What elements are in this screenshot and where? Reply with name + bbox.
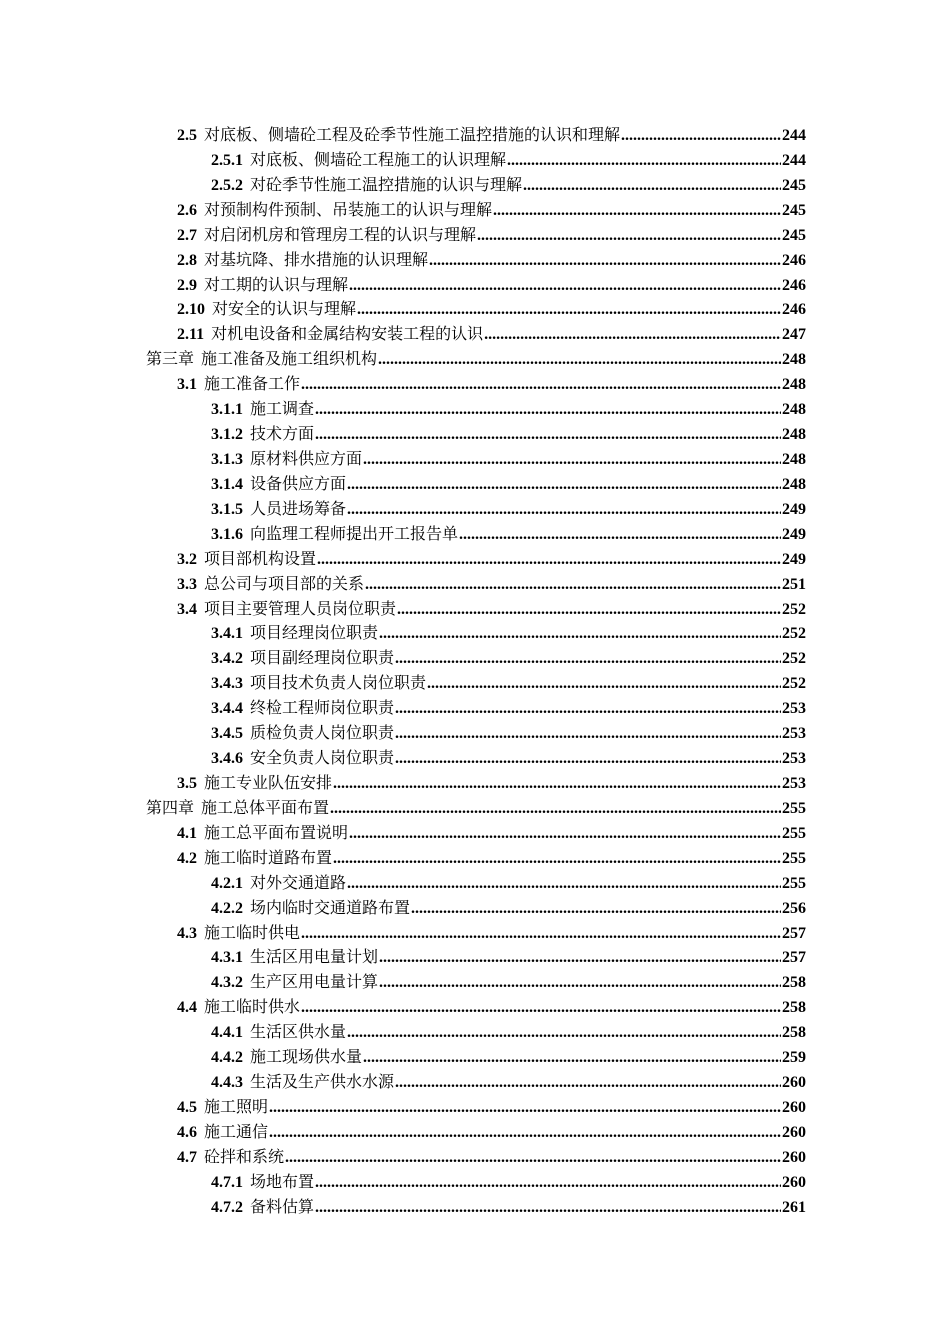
toc-entry-row	[146, 347, 806, 373]
toc-dot-leader	[301, 996, 781, 1021]
toc-entry-page-number: 245	[782, 226, 806, 244]
toc-entry-page-number: 257	[782, 924, 806, 942]
toc-entry-page-number: 260	[782, 1173, 806, 1191]
toc-entry-number: 3.1.1	[211, 401, 243, 419]
toc-entry-number: 4.2.1	[211, 874, 243, 892]
toc-entry-page-number: 256	[782, 899, 806, 917]
toc-entry-page-number: 249	[782, 500, 806, 518]
toc-entry[interactable]	[0, 746, 950, 771]
toc-entry-page-number: 260	[782, 1123, 806, 1141]
toc-dot-leader	[493, 199, 781, 224]
toc-entry-number: 2.10	[177, 301, 205, 319]
toc-entry-page-number: 244	[782, 151, 806, 169]
toc-entry-row	[177, 1095, 806, 1121]
toc-entry[interactable]	[0, 846, 950, 871]
toc-entry-title: 施工现场供水量	[250, 1047, 363, 1067]
toc-entry-row	[177, 223, 806, 249]
toc-entry[interactable]	[0, 1145, 950, 1170]
toc-entry-number: 第四章	[146, 797, 195, 817]
toc-entry-page-number: 255	[782, 874, 806, 892]
toc-dot-leader	[621, 124, 781, 149]
toc-dot-leader	[395, 697, 781, 722]
toc-dot-leader	[347, 1021, 781, 1046]
toc-entry[interactable]	[0, 796, 950, 821]
toc-entry[interactable]	[0, 123, 950, 148]
toc-entry-row	[177, 273, 806, 299]
toc-entry-row	[177, 921, 806, 947]
toc-entry-row	[211, 621, 806, 647]
toc-entry-row	[211, 646, 806, 672]
toc-dot-leader	[347, 498, 781, 523]
toc-entry-row	[177, 597, 806, 623]
toc-entry-title: 项目副经理岗位职责	[250, 648, 395, 668]
toc-entry-page-number: 261	[782, 1198, 806, 1216]
toc-entry-title: 对砼季节性施工温控措施的认识与理解	[250, 174, 523, 194]
toc-entry-title: 项目主要管理人员岗位职责	[204, 598, 397, 618]
toc-dot-leader	[395, 722, 781, 747]
toc-entry-title: 对启闭机房和管理房工程的认识与理解	[204, 224, 477, 244]
toc-entry-row	[211, 945, 806, 971]
toc-dot-leader	[333, 772, 781, 797]
toc-entry-page-number: 248	[782, 450, 806, 468]
toc-entry-page-number: 259	[782, 1049, 806, 1067]
toc-dot-leader	[523, 174, 781, 199]
toc-entry-number: 4.6	[177, 1123, 197, 1141]
toc-entry-page-number: 244	[782, 127, 806, 144]
toc-entry-row	[177, 198, 806, 224]
toc-entry-row	[211, 671, 806, 697]
toc-dot-leader	[330, 797, 781, 822]
toc-entry-page-number: 252	[782, 625, 806, 643]
toc-entry-number: 3.4.4	[211, 700, 243, 718]
toc-entry[interactable]	[0, 597, 950, 622]
toc-entry[interactable]	[0, 1070, 950, 1095]
toc-entry-row	[211, 1170, 806, 1196]
toc-entry[interactable]	[0, 671, 950, 696]
toc-dot-leader	[285, 1146, 781, 1171]
toc-entry[interactable]	[0, 297, 950, 322]
toc-dot-leader	[507, 149, 781, 174]
toc-dot-leader	[484, 323, 781, 348]
toc-entry-number: 3.1.5	[211, 500, 243, 518]
toc-dot-leader	[397, 598, 781, 623]
toc-entry-number: 2.6	[177, 201, 197, 219]
toc-entry[interactable]	[0, 273, 950, 298]
toc-entry-row	[211, 970, 806, 996]
toc-entry-number: 3.1.2	[211, 426, 243, 444]
toc-entry[interactable]	[0, 921, 950, 946]
toc-dot-leader	[357, 298, 781, 323]
toc-entry-number: 4.4	[177, 999, 197, 1017]
toc-entry-page-number: 255	[782, 849, 806, 867]
toc-entry-title: 备料估算	[250, 1196, 315, 1216]
toc-entry-row	[211, 422, 806, 448]
toc-entry-title: 施工临时供电	[204, 922, 301, 942]
toc-entry-title: 生活及生产供水水源	[250, 1072, 395, 1092]
toc-entry[interactable]	[0, 1170, 950, 1195]
toc-dot-leader	[395, 747, 781, 772]
toc-entry-page-number: 251	[782, 575, 806, 593]
toc-entry-title: 向监理工程师提出开工报告单	[250, 523, 459, 543]
table-of-contents	[0, 123, 950, 1220]
toc-entry-title: 对机电设备和金属结构安装工程的认识	[211, 324, 484, 344]
toc-entry-page-number: 248	[782, 401, 806, 419]
toc-entry-number: 2.5.2	[211, 176, 243, 194]
toc-entry-row	[211, 1195, 806, 1221]
toc-entry-number: 4.4.3	[211, 1074, 243, 1092]
toc-entry-number: 2.5	[177, 127, 197, 144]
toc-entry-number: 2.9	[177, 276, 197, 294]
toc-entry-number: 3.1.4	[211, 475, 243, 493]
toc-entry-title: 质检负责人岗位职责	[250, 723, 395, 743]
toc-entry-number: 4.4.1	[211, 1024, 243, 1042]
toc-entry-page-number: 255	[782, 824, 806, 842]
toc-dot-leader	[349, 822, 781, 847]
toc-entry[interactable]	[0, 322, 950, 347]
toc-entry-number: 3.4.6	[211, 750, 243, 768]
toc-entry-page-number: 258	[782, 999, 806, 1017]
toc-entry-row	[211, 1070, 806, 1096]
toc-entry-title: 人员进场筹备	[250, 498, 347, 518]
toc-entry-row	[211, 447, 806, 473]
toc-entry-title: 原材料供应方面	[250, 448, 363, 468]
toc-entry-number: 4.2	[177, 849, 197, 867]
toc-entry-row	[211, 746, 806, 772]
toc-entry-title: 对预制构件预制、吊装施工的认识与理解	[204, 199, 493, 219]
toc-entry-number: 3.5	[177, 774, 197, 792]
toc-entry[interactable]	[0, 248, 950, 273]
toc-dot-leader	[459, 523, 781, 548]
toc-entry-title: 对外交通道路	[250, 872, 347, 892]
toc-dot-leader	[363, 448, 781, 473]
toc-entry-number: 4.3.1	[211, 949, 243, 967]
toc-entry[interactable]	[0, 696, 950, 721]
toc-entry-page-number: 253	[782, 700, 806, 718]
toc-entry-page-number: 258	[782, 974, 806, 992]
toc-entry-number: 2.11	[177, 326, 205, 344]
toc-entry-title: 施工准备及施工组织机构	[201, 349, 378, 369]
toc-entry-number: 第三章	[146, 349, 195, 369]
toc-entry-page-number: 258	[782, 1024, 806, 1042]
toc-dot-leader	[269, 1096, 781, 1121]
toc-entry-number: 3.4.1	[211, 625, 243, 643]
toc-entry-page-number: 257	[782, 949, 806, 967]
toc-dot-leader	[301, 922, 781, 947]
toc-entry-page-number: 246	[782, 251, 806, 269]
toc-dot-leader	[347, 872, 781, 897]
toc-entry-row	[177, 1120, 806, 1146]
toc-entry-number: 3.1.6	[211, 525, 243, 543]
toc-entry-row	[177, 372, 806, 398]
toc-entry[interactable]	[0, 148, 950, 173]
toc-entry-title: 对安全的认识与理解	[212, 299, 357, 319]
toc-dot-leader	[379, 946, 781, 971]
toc-dot-leader	[315, 1196, 781, 1221]
toc-entry[interactable]	[0, 472, 950, 497]
toc-entry-page-number: 253	[782, 750, 806, 768]
toc-entry[interactable]	[0, 871, 950, 896]
toc-entry-title: 场内临时交通道路布置	[250, 897, 411, 917]
toc-entry-number: 4.3.2	[211, 974, 243, 992]
toc-entry-title: 安全负责人岗位职责	[250, 748, 395, 768]
toc-entry-title: 生活区供水量	[250, 1022, 347, 1042]
toc-entry[interactable]	[0, 995, 950, 1020]
toc-entry-title: 砼拌和系统	[204, 1146, 285, 1166]
toc-entry-title: 施工专业队伍安排	[204, 772, 333, 792]
toc-entry[interactable]	[0, 771, 950, 796]
toc-dot-leader	[315, 423, 781, 448]
toc-entry-number: 4.7	[177, 1148, 197, 1166]
toc-entry[interactable]	[0, 1195, 950, 1220]
toc-entry-row	[177, 248, 806, 274]
toc-entry[interactable]	[0, 223, 950, 248]
toc-entry-number: 3.4.3	[211, 675, 243, 693]
toc-entry-number: 3.1	[177, 376, 197, 394]
toc-entry-number: 4.7.2	[211, 1198, 243, 1216]
toc-entry-row	[177, 322, 806, 348]
toc-entry-row	[211, 173, 806, 199]
toc-entry-row	[211, 871, 806, 897]
toc-entry-row	[211, 522, 806, 548]
toc-dot-leader	[315, 398, 781, 423]
toc-entry[interactable]	[0, 945, 950, 970]
toc-dot-leader	[429, 249, 781, 274]
toc-entry-title: 施工总体平面布置	[201, 797, 330, 817]
toc-dot-leader	[379, 971, 781, 996]
toc-entry-number: 4.7.1	[211, 1173, 243, 1191]
toc-entry-page-number: 248	[782, 351, 806, 369]
toc-entry[interactable]	[0, 1120, 950, 1145]
toc-entry-page-number: 249	[782, 550, 806, 568]
toc-entry-page-number: 252	[782, 650, 806, 668]
toc-dot-leader	[395, 1071, 781, 1096]
toc-entry-row	[177, 771, 806, 797]
toc-entry[interactable]	[0, 821, 950, 846]
toc-entry[interactable]	[0, 422, 950, 447]
toc-entry-number: 4.4.2	[211, 1049, 243, 1067]
toc-entry-page-number: 246	[782, 301, 806, 319]
toc-entry-title: 对底板、侧墙砼工程及砼季节性施工温控措施的认识和理解	[204, 125, 621, 144]
toc-entry-number: 2.5.1	[211, 151, 243, 169]
toc-entry-title: 终检工程师岗位职责	[250, 698, 395, 718]
toc-entry-page-number: 248	[782, 475, 806, 493]
toc-entry-row	[177, 547, 806, 573]
toc-entry[interactable]	[0, 198, 950, 223]
toc-entry-page-number: 246	[782, 276, 806, 294]
toc-entry[interactable]	[0, 447, 950, 472]
toc-entry-title: 施工临时道路布置	[204, 847, 333, 867]
toc-entry-row	[211, 1045, 806, 1071]
toc-entry-title: 施工通信	[204, 1121, 269, 1141]
toc-entry-number: 3.4.5	[211, 725, 243, 743]
toc-entry-row	[177, 123, 806, 149]
toc-dot-leader	[477, 224, 781, 249]
toc-entry[interactable]	[0, 970, 950, 995]
toc-entry-page-number: 260	[782, 1098, 806, 1116]
toc-entry-page-number: 252	[782, 600, 806, 618]
toc-entry[interactable]	[0, 347, 950, 372]
toc-entry-row	[211, 696, 806, 722]
toc-dot-leader	[395, 647, 781, 672]
toc-entry[interactable]	[0, 1020, 950, 1045]
toc-entry-title: 项目部机构设置	[204, 548, 317, 568]
toc-dot-leader	[301, 373, 781, 398]
toc-dot-leader	[379, 622, 781, 647]
toc-entry-title: 设备供应方面	[250, 473, 347, 493]
toc-entry-title: 生活区用电量计划	[250, 947, 379, 967]
toc-entry[interactable]	[0, 896, 950, 921]
toc-entry-title: 对工期的认识与理解	[204, 274, 349, 294]
toc-entry[interactable]	[0, 1095, 950, 1120]
toc-entry-number: 4.3	[177, 924, 197, 942]
toc-entry-number: 3.2	[177, 550, 197, 568]
toc-entry[interactable]	[0, 572, 950, 597]
toc-entry[interactable]	[0, 397, 950, 422]
toc-dot-leader	[378, 348, 781, 373]
toc-entry-row	[146, 796, 806, 822]
toc-dot-leader	[333, 847, 781, 872]
toc-entry-number: 4.2.2	[211, 899, 243, 917]
toc-entry-number: 3.1.3	[211, 450, 243, 468]
toc-entry-row	[211, 721, 806, 747]
toc-entry-title: 施工照明	[204, 1096, 269, 1116]
toc-entry-row	[177, 572, 806, 598]
toc-dot-leader	[365, 573, 781, 598]
toc-entry-row	[211, 397, 806, 423]
toc-entry[interactable]	[0, 372, 950, 397]
toc-entry-number: 2.7	[177, 226, 197, 244]
toc-entry-page-number: 260	[782, 1074, 806, 1092]
toc-dot-leader	[349, 274, 781, 299]
toc-entry-page-number: 255	[782, 799, 806, 817]
toc-entry-title: 生产区用电量计算	[250, 972, 379, 992]
toc-entry-page-number: 247	[782, 326, 806, 344]
toc-entry-row	[177, 821, 806, 847]
toc-entry-title: 对底板、侧墙砼工程施工的认识理解	[250, 149, 507, 169]
toc-dot-leader	[317, 548, 781, 573]
toc-entry-title: 施工总平面布置说明	[204, 822, 349, 842]
toc-dot-leader	[269, 1121, 781, 1146]
toc-entry-page-number: 248	[782, 426, 806, 444]
toc-entry-number: 4.5	[177, 1098, 197, 1116]
toc-entry-number: 3.3	[177, 575, 197, 593]
toc-entry-title: 对基坑降、排水措施的认识理解	[204, 249, 429, 269]
toc-entry-page-number: 260	[782, 1148, 806, 1166]
toc-entry[interactable]	[0, 621, 950, 646]
toc-entry-row	[211, 148, 806, 174]
toc-entry-title: 施工调查	[250, 399, 315, 419]
toc-dot-leader	[315, 1171, 781, 1196]
toc-entry-number: 2.8	[177, 251, 197, 269]
toc-entry-title: 场地布置	[250, 1171, 315, 1191]
toc-entry-page-number: 252	[782, 675, 806, 693]
toc-entry-title: 施工临时供水	[204, 997, 301, 1017]
toc-dot-leader	[427, 672, 781, 697]
toc-entry[interactable]	[0, 173, 950, 198]
toc-entry-page-number: 249	[782, 525, 806, 543]
toc-entry-title: 施工准备工作	[204, 374, 301, 394]
toc-entry-page-number: 245	[782, 201, 806, 219]
toc-entry-title: 技术方面	[250, 424, 315, 444]
toc-entry-row	[211, 896, 806, 922]
toc-entry[interactable]	[0, 1045, 950, 1070]
toc-entry-title: 项目技术负责人岗位职责	[250, 673, 427, 693]
toc-entry-page-number: 248	[782, 376, 806, 394]
toc-dot-leader	[347, 473, 781, 498]
toc-dot-leader	[363, 1046, 781, 1071]
toc-entry-row	[177, 846, 806, 872]
toc-entry-title: 总公司与项目部的关系	[204, 573, 365, 593]
toc-entry[interactable]	[0, 721, 950, 746]
toc-entry-row	[211, 497, 806, 523]
toc-dot-leader	[411, 897, 781, 922]
toc-entry-page-number: 245	[782, 176, 806, 194]
toc-entry-row	[211, 1020, 806, 1046]
toc-entry-row	[177, 1145, 806, 1171]
toc-entry[interactable]	[0, 646, 950, 671]
toc-entry-page-number: 253	[782, 725, 806, 743]
toc-entry[interactable]	[0, 522, 950, 547]
toc-entry-row	[177, 995, 806, 1021]
toc-entry-number: 3.4	[177, 600, 197, 618]
toc-entry-number: 4.1	[177, 824, 197, 842]
toc-entry-number: 3.4.2	[211, 650, 243, 668]
toc-entry[interactable]	[0, 547, 950, 572]
toc-entry-title: 项目经理岗位职责	[250, 623, 379, 643]
toc-entry-row	[177, 297, 806, 323]
toc-entry[interactable]	[0, 497, 950, 522]
toc-entry-page-number: 253	[782, 774, 806, 792]
toc-entry-row	[211, 472, 806, 498]
